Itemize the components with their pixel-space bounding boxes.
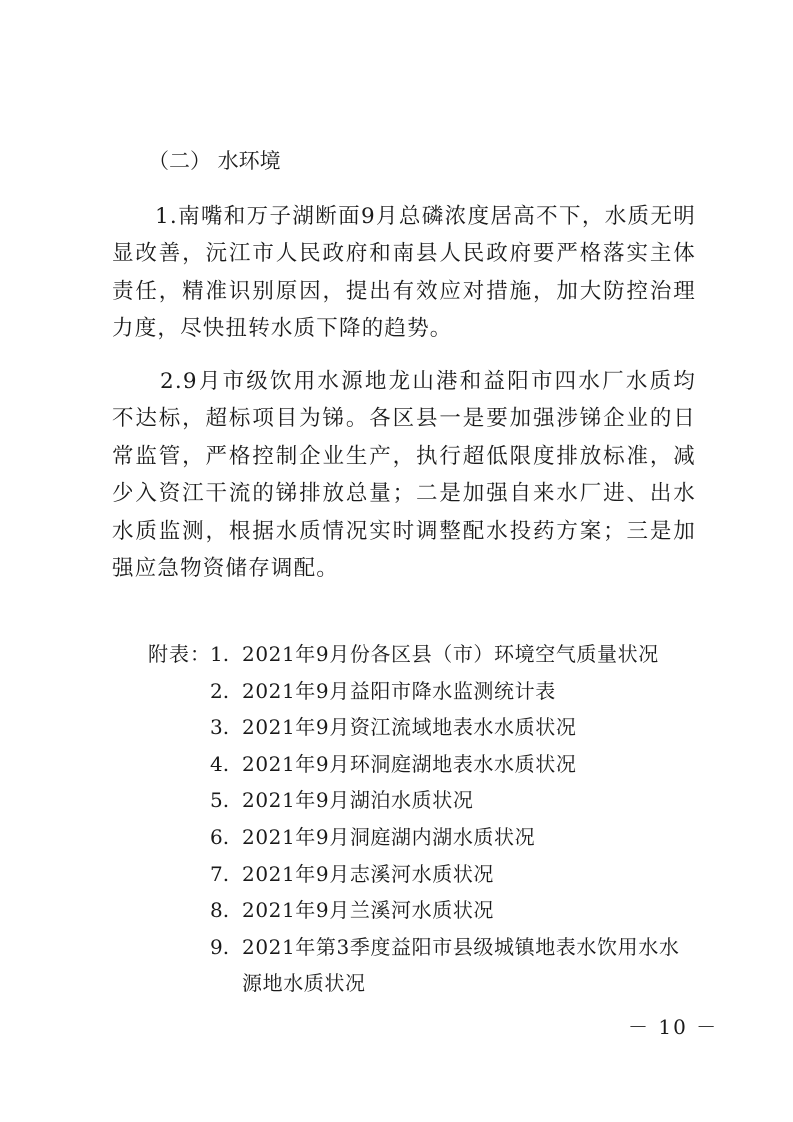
appendix-item (148, 673, 708, 710)
appendix-item (148, 746, 708, 783)
appendix-item (148, 856, 708, 893)
appendix-item-text: 2021年9月资江流域地表水水质状况 (242, 715, 577, 740)
paragraph-1: 1.南嘴和万子湖断面9月总磷浓度居高不下，水质无明显改善，沅江市人民政府和南县人民政府要严格落实主体责任，精准识别原因，提出有效应对措施，加大防控治理力度，尽快扭转水质下降的趋势。 (112, 203, 696, 341)
appendix-item (148, 929, 708, 1002)
appendix-item-number: 1. (210, 642, 230, 666)
appendix-item (148, 819, 708, 856)
appendix-item-text: 2021年9月份各区县（市）环境空气质量状况 (242, 642, 659, 666)
appendix-item (148, 892, 708, 929)
paragraph-2: 2.9月市级饮用水源地龙山港和益阳市四水厂水质均不达标，超标项目为锑。各区县一是要加强涉锑企业的日常监管，严格控制企业生产，执行超低限度排放标准，减少入资江干流的锑排放总量；二是加强自来水厂进、出水水质监测，根据水质情况实时调整配水投药方案；三是加强应急物资储存调配。 (112, 368, 696, 581)
appendix-item (148, 782, 708, 819)
appendix-item-number: 4. (210, 751, 230, 776)
appendix-item-text: 2021年9月益阳市降水监测统计表 (242, 678, 556, 703)
appendix-item-text: 2021年9月洞庭湖内湖水质状况 (242, 824, 536, 849)
appendix-item-text: 2021年9月志溪河水质状况 (242, 861, 495, 886)
appendix-label: 附表： (148, 642, 211, 666)
appendix-item-number: 3. (210, 715, 230, 740)
appendix-item-text: 2021年9月湖泊水质状况 (242, 788, 474, 813)
appendix-item-number: 7. (210, 861, 230, 886)
appendix-item-number: 8. (210, 898, 230, 923)
appendix-item (148, 636, 708, 673)
appendix-item-number: 9. (210, 934, 230, 959)
appendix-item (148, 709, 708, 746)
appendix-item-number: 6. (210, 824, 230, 849)
page-number: － 10 － (628, 1015, 719, 1039)
section-heading: （二） 水环境 (148, 149, 281, 173)
appendix-item-number: 2. (210, 678, 230, 703)
appendix-item-text: 2021年9月兰溪河水质状况 (242, 898, 495, 923)
appendix-item-text: 2021年第3季度益阳市县级城镇地表水饮用水水源地水质状况 (242, 934, 680, 996)
appendix-item-text: 2021年9月环洞庭湖地表水水质状况 (242, 751, 577, 776)
appendix-item-number: 5. (210, 788, 230, 813)
appendix-list (148, 636, 708, 1002)
